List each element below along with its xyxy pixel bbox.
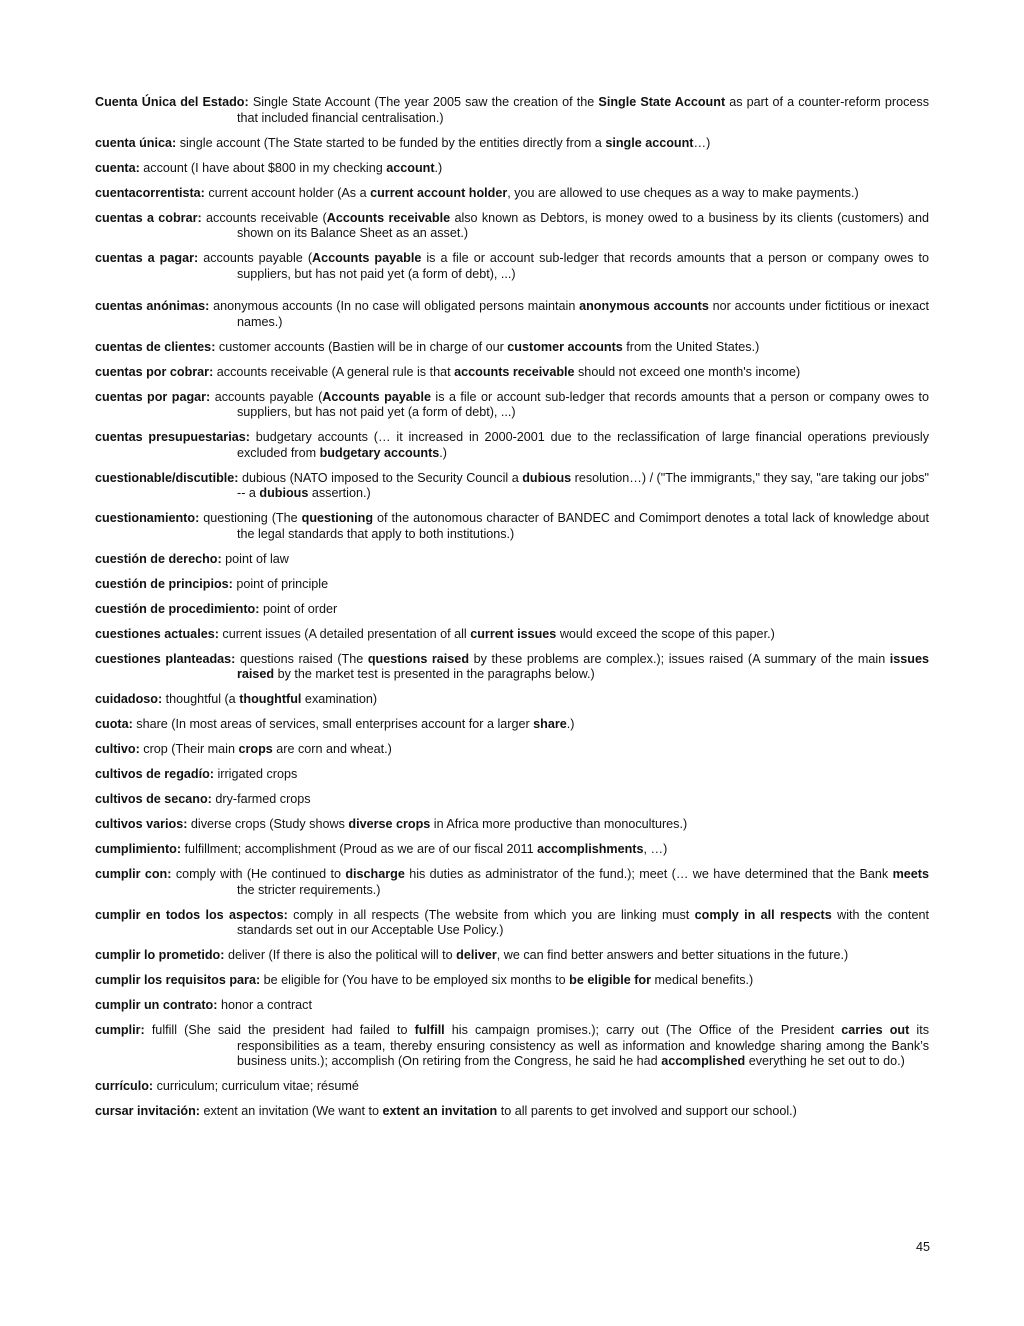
- entry-definition: thoughtful (a thoughtful examination): [165, 692, 378, 706]
- entry-definition: extent an invitation (We want to extent an invitation to all parents to get involved and support our school.): [203, 1104, 797, 1118]
- entry-term: cumplir los requisitos para:: [95, 973, 261, 987]
- entry-definition: anonymous accounts (In no case will obligated persons maintain anonymous accounts nor accounts under fictitious or inexact names.): [213, 299, 930, 329]
- glossary-entry: [95, 867, 929, 898]
- glossary-entry: [95, 717, 929, 733]
- glossary-entry: [95, 251, 929, 282]
- glossary-entry: [95, 340, 929, 356]
- glossary-entry: [95, 692, 929, 708]
- glossary-entry: [95, 471, 929, 502]
- entry-term: cuenta única:: [95, 135, 177, 150]
- entry-term: cuota:: [95, 717, 133, 731]
- glossary-entry: [95, 390, 929, 421]
- glossary-entry: [95, 136, 929, 152]
- entry-term: cuestionamiento:: [95, 511, 200, 525]
- entry-term: cuestionable/discutible:: [95, 470, 239, 485]
- glossary-entry: [95, 973, 929, 989]
- glossary-entry: [95, 1023, 929, 1070]
- entry-definition: accounts receivable (A general rule is that accounts receivable should not exceed one month's income): [216, 364, 801, 379]
- entry-term: cultivo:: [95, 742, 140, 756]
- entry-term: cuestión de derecho:: [95, 551, 222, 566]
- glossary-entry: [95, 186, 929, 202]
- glossary-entry: [95, 602, 929, 618]
- entry-definition: single account (The State started to be funded by the entities directly from a single account…): [179, 135, 711, 150]
- entry-definition: accounts payable (Accounts payable is a file or account sub-ledger that records amounts that a person or company owes to suppliers, but has not paid yet (a form of debt), ...): [214, 389, 930, 419]
- glossary-entry: [95, 652, 929, 683]
- entry-definition: irrigated crops: [217, 767, 298, 781]
- entry-term: cuestiones actuales:: [95, 626, 219, 641]
- entry-definition: fulfillment; accomplishment (Proud as we are of our fiscal 2011 accomplishments, …): [184, 842, 668, 856]
- entry-definition: questions raised (The questions raised by these problems are complex.); issues raised (A summary of the main issues raised by the market test is presented in the paragraphs below.): [237, 651, 930, 681]
- glossary-entry: [95, 95, 929, 126]
- glossary-entry: [95, 430, 929, 461]
- glossary-entry: [95, 998, 929, 1014]
- entry-definition: dry-farmed crops: [215, 792, 311, 806]
- entry-term: cultivos varios:: [95, 817, 188, 831]
- entry-term: Cuenta Única del Estado:: [95, 95, 249, 109]
- glossary-entry: [95, 161, 929, 177]
- entry-term: cumplimiento:: [95, 842, 182, 856]
- entry-term: cuentas presupuestarias:: [95, 430, 250, 444]
- entry-term: cuestiones planteadas:: [95, 651, 236, 666]
- entry-term: cuentas a cobrar:: [95, 210, 202, 225]
- entry-definition: comply with (He continued to discharge his duties as administrator of the fund.); meet (… we have determined that the Bank meets the stricter requirements.): [175, 867, 929, 897]
- entry-term: cultivos de secano:: [95, 792, 212, 806]
- entry-term: cuentas por pagar:: [95, 389, 211, 404]
- entry-term: cumplir lo prometido:: [95, 948, 225, 962]
- entry-definition: deliver (If there is also the political will to deliver, we can find better answers and better situations in the future.): [227, 948, 849, 962]
- glossary-list: [95, 95, 929, 1129]
- glossary-entry: [95, 552, 929, 568]
- entry-definition: point of law: [225, 551, 289, 566]
- entry-term: cuestión de procedimiento:: [95, 601, 260, 616]
- entry-definition: be eligible for (You have to be employed six months to be eligible for medical benefits.): [263, 973, 754, 987]
- entry-definition: Single State Account (The year 2005 saw the creation of the Single State Account as part of a counter-reform process that included financial centralisation.): [237, 95, 930, 125]
- entry-term: cuentas de clientes:: [95, 339, 216, 354]
- entry-definition: comply in all respects (The website from which you are linking must comply in all respects with the content standards set out in our Acceptable Use Policy.): [237, 907, 930, 937]
- glossary-entry: [95, 792, 929, 808]
- glossary-entry: [95, 908, 929, 939]
- entry-term: cuestión de principios:: [95, 576, 233, 591]
- entry-definition: accounts payable (Accounts payable is a file or account sub-ledger that records amounts that a person or company owes to suppliers, but has not paid yet (a form of debt), ...): [203, 251, 930, 281]
- glossary-entry: [95, 948, 929, 964]
- entry-definition: current account holder (As a current account holder, you are allowed to use cheques as a way to make payments.): [208, 185, 859, 200]
- glossary-entry: [95, 742, 929, 758]
- glossary-entry: [95, 817, 929, 833]
- glossary-entry: [95, 627, 929, 643]
- entry-definition: account (I have about $800 in my checking account.): [143, 160, 443, 175]
- glossary-entry: [95, 577, 929, 593]
- entry-definition: point of order: [262, 601, 338, 616]
- glossary-entry: [95, 1079, 929, 1095]
- entry-definition: curriculum; curriculum vitae; résumé: [156, 1079, 359, 1093]
- entry-definition: customer accounts (Bastien will be in charge of our customer accounts from the United States.): [218, 339, 760, 354]
- glossary-entry: [95, 511, 929, 542]
- entry-definition: share (In most areas of services, small enterprises account for a larger share.): [136, 717, 575, 731]
- glossary-entry: [95, 1104, 929, 1120]
- glossary-entry: [95, 767, 929, 783]
- entry-definition: accounts receivable (Accounts receivable also known as Debtors, is money owed to a business by its clients (customers) and shown on its Balance Sheet as an asset.): [206, 210, 929, 240]
- entry-term: cuentas anónimas:: [95, 299, 210, 313]
- entry-definition: questioning (The questioning of the autonomous character of BANDEC and Comimport denotes a total lack of knowledge about the legal standards that apply to both institutions.): [203, 511, 929, 541]
- entry-term: cumplir un contrato:: [95, 998, 218, 1012]
- entry-term: cumplir en todos los aspectos:: [95, 907, 288, 922]
- entry-definition: current issues (A detailed presentation of all current issues would exceed the scope of this paper.): [222, 626, 775, 641]
- entry-term: cumplir:: [95, 1023, 145, 1037]
- entry-term: cuentacorrentista:: [95, 185, 205, 200]
- entry-definition: honor a contract: [220, 998, 312, 1012]
- entry-definition: fulfill (She said the president had failed to fulfill his campaign promises.); carry out (The Office of the President carries out its responsibilities as a team, thereby ensuring consistency as well as information and knowledge sharing among the Bank’s business units.); accomplish (On retiring from the Congress, he said he had accomplished everything he set out to do.): [151, 1023, 930, 1068]
- entry-definition: crop (Their main crops are corn and wheat.): [143, 742, 392, 756]
- entry-term: cuentas por cobrar:: [95, 364, 214, 379]
- entry-term: cuentas a pagar:: [95, 251, 199, 265]
- entry-term: cultivos de regadío:: [95, 767, 214, 781]
- entry-definition: budgetary accounts (… it increased in 2000-2001 due to the reclassification of large financial operations previously excluded from budgetary accounts.): [237, 430, 929, 460]
- entry-definition: diverse crops (Study shows diverse crops in Africa more productive than monocultures.): [190, 817, 688, 831]
- glossary-entry: [95, 365, 929, 381]
- entry-term: cumplir con:: [95, 867, 172, 881]
- entry-definition: point of principle: [236, 576, 329, 591]
- glossary-entry: [95, 211, 929, 242]
- entry-term: cuidadoso:: [95, 692, 163, 706]
- entry-term: cursar invitación:: [95, 1104, 200, 1118]
- entry-definition: dubious (NATO imposed to the Security Council a dubious resolution…) / ("The immigrants," they say, "are taking our jobs" -- a dubious assertion.): [237, 470, 929, 500]
- entry-term: currículo:: [95, 1079, 154, 1093]
- glossary-entry: [95, 299, 929, 330]
- entry-term: cuenta:: [95, 160, 140, 175]
- glossary-entry: [95, 842, 929, 858]
- page-number: 45: [915, 1240, 930, 1254]
